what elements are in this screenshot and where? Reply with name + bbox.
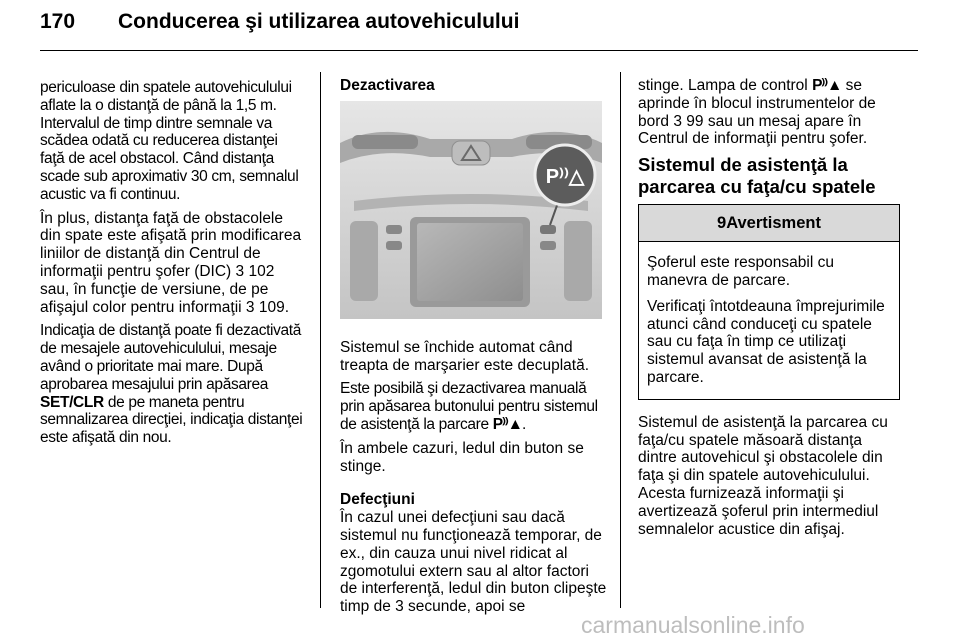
col1-p2-text-a: În plus, distanţa faţă de obstacolele din spate este afişată prin modificarea liniilor de distanţă din Centrul de informaţii pentru şofer (DIC) (40, 209, 302, 280)
col3-p1-text-c: 99 sau un mesaj apare în Centrul de informaţii pentru şofer. (638, 112, 868, 148)
col2-paragraph-4: În cazul unei defecţiuni sau dacă sistemul nu funcţionează temporar, de ex., din cauza unui nivel ridicat al zgomotului extern sau al altor factori de interferenţă, ledul din buton clipeşte timp de 3 secunde, apoi se (340, 509, 607, 616)
warning-body (639, 242, 899, 399)
header-rule (40, 50, 918, 51)
right-side-button (540, 241, 556, 250)
col1-paragraph-1: periculoase din spatele autovehiculului aflate la o distanţă de până la 1,5 m. Intervalul de timp dintre semnale va scădea odată cu reducerea distanţei faţă de acel obstacol. Când distanţa scade sub aproximativ 30 cm, semnalul acustic va fi continuu. (40, 79, 299, 203)
column-2 (340, 77, 608, 622)
page-ref-icon: 3 (673, 112, 682, 130)
col1-paragraph-2 (40, 210, 306, 317)
warning-header (639, 205, 899, 242)
park-assist-icon: P⁾⁾△ (545, 165, 585, 188)
warning-paragraph-1: Şoferul este responsabil cu manevra de parcare. (647, 254, 834, 289)
subheading-defectiuni: Defecţiuni (340, 491, 415, 509)
column-divider (620, 72, 621, 608)
chapter-title: Conducerea şi utilizarea autovehiculului (118, 10, 520, 33)
page-number: 170 (40, 10, 76, 33)
right-panel (564, 221, 592, 301)
warning-icon: 9 (717, 214, 727, 233)
left-side-button (386, 241, 402, 250)
watermark-text: carmanualsonline.info (581, 612, 805, 638)
set-clr-key: SET/CLR (40, 393, 104, 411)
dashboard-illustration (340, 101, 602, 319)
page-header (40, 10, 519, 34)
col2-paragraph-2 (340, 380, 608, 433)
left-air-vent (352, 135, 418, 149)
park-assist-button (540, 225, 556, 234)
col3-p1-text-a: stinge. Lampa de control (638, 77, 813, 94)
dashboard-svg (340, 101, 602, 319)
col2-paragraph-1: Sistemul se închide automat când treapta de marşarier este decuplată. (340, 338, 589, 374)
left-side-button (386, 225, 402, 234)
infotainment-screen (417, 223, 523, 301)
col2-p2-text-a: Este posibilă şi dezactivarea manuală prin apăsarea butonului pentru sistemul de asistenţă la parcare (340, 380, 598, 433)
col1-paragraph-3 (40, 322, 306, 447)
col2-paragraph-3: În ambele cazuri, ledul din buton se stinge. (340, 439, 584, 475)
page-ref-icon: 3 (245, 298, 255, 316)
page-ref-icon: 3 (235, 262, 245, 280)
warning-box (638, 204, 900, 400)
column-1 (40, 79, 306, 453)
park-assist-icon: P⁾⁾▲ (492, 415, 523, 433)
col1-p2-text-b: 102 sau, în funcţie de versiune, de pe afişajul color pentru informaţii (40, 262, 275, 316)
col2-p2-text-b: . (522, 415, 526, 433)
section-heading: Sistemul de asistenţă la parcarea cu faţa/cu spatele (638, 154, 876, 198)
col3-paragraph-1 (638, 77, 900, 148)
warning-paragraph-2: Verificaţi întotdeauna împrejurimile atunci când conduceţi cu spatele sau cu faţa în timp ce utilizaţi sistemul avansat de asistenţă la parcare. (647, 297, 885, 386)
column-divider (320, 72, 321, 608)
column-3 (638, 77, 900, 544)
park-assist-icon: P⁾⁾▲ (812, 77, 842, 94)
col1-p3-text-b: de pe maneta pentru semnalizarea direcţiei, indicaţia distanţei este afişată din nou. (40, 393, 303, 447)
col3-p1-text-b: se aprinde în blocul instrumentelor de bord (638, 77, 876, 130)
subheading-dezactivarea: Dezactivarea (340, 77, 435, 94)
col1-p3-text-a: Indicaţia de distanţă poate fi dezactivată de mesajele autovehiculului, mesaje având o prioritate mai mare. După aprobarea mesajului prin apăsarea (40, 322, 302, 393)
left-panel (350, 221, 378, 301)
col1-p2-text-c: 109. (254, 298, 290, 316)
col3-paragraph-2: Sistemul de asistenţă la parcarea cu faţa/cu spatele măsoară distanţa dintre autovehicul şi obstacolele din faţa şi din spatele autovehiculului. Acesta furnizează informaţii şi avertizează şoferul prin intermediul semnalelor acustice din afişaj. (638, 413, 888, 538)
warning-title: Avertisment (726, 214, 821, 233)
